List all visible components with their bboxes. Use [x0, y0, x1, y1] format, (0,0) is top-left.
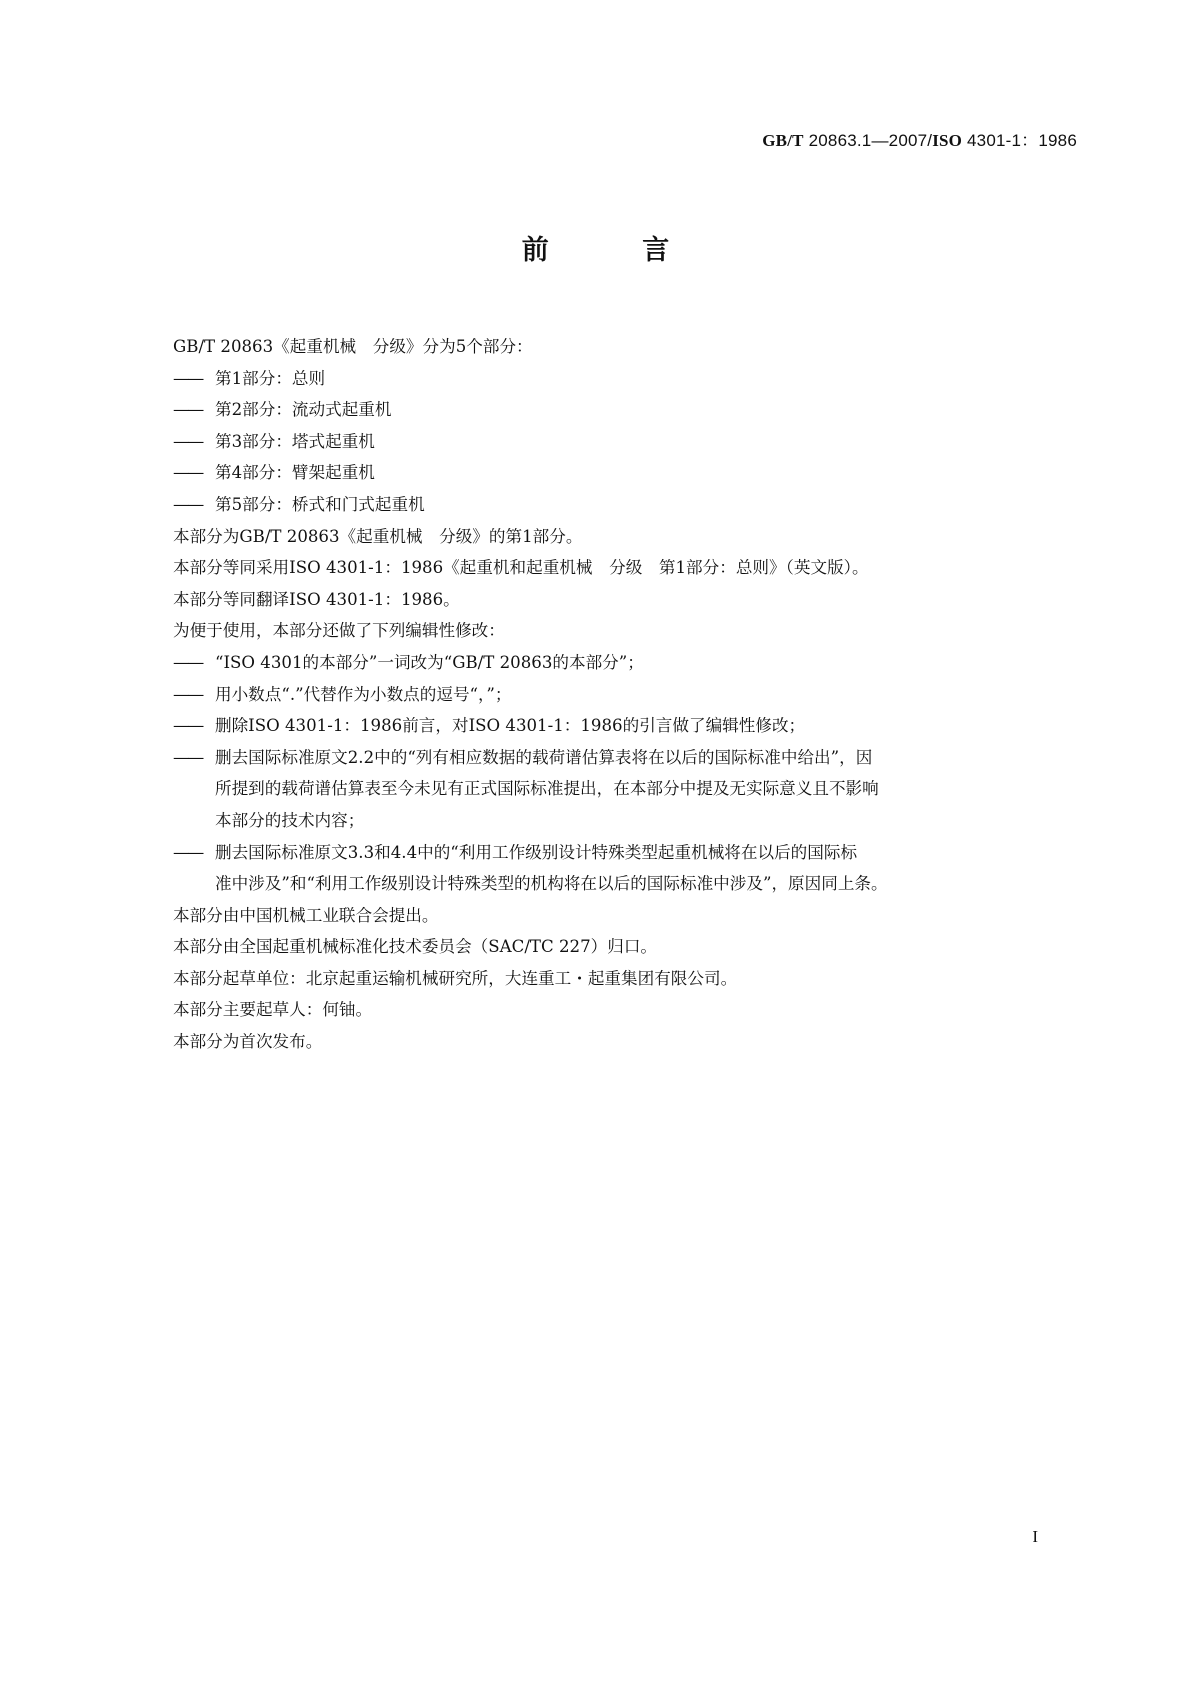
- dash-marker: ——: [173, 747, 203, 767]
- standard-code-prefix: GB/T: [762, 131, 804, 150]
- dash-marker: ——: [173, 368, 203, 388]
- statement-paragraph: 为便于使用，本部分还做了下列编辑性修改：: [173, 621, 505, 641]
- modification-text: 用小数点“.”代替作为小数点的逗号“，”；: [215, 684, 512, 704]
- modification-text: 删去国际标准原文3.3和4.4中的“利用工作级别设计特殊类型起重机械将在以后的国际标: [215, 842, 858, 862]
- part-label: 第4部分：臂架起重机: [215, 463, 375, 483]
- closing-paragraph: 本部分由全国起重机械标准化技术委员会（SAC/TC 227）归口。: [173, 937, 658, 957]
- modification-text: 删去国际标准原文2.2中的“列有相应数据的载荷谱估算表将在以后的国际标准中给出”，因: [215, 747, 873, 767]
- modification-text: 删除ISO 4301-1：1986前言，对ISO 4301-1：1986的引言做了编辑性修改；: [215, 716, 806, 736]
- page-title: 前 言: [521, 235, 712, 266]
- page-number: I: [1032, 1527, 1038, 1546]
- part-list-item: [173, 426, 1053, 458]
- closing-paragraph: 本部分为首次发布。: [173, 1032, 323, 1052]
- standard-code-iso: ISO: [932, 131, 963, 150]
- part-list-item: [173, 394, 1053, 426]
- modification-line: 本部分的技术内容；: [215, 810, 365, 830]
- modification-line: [173, 742, 1053, 774]
- standard-code-iso-rest: 4301-1：1986: [962, 131, 1077, 150]
- modification-item: [173, 710, 1053, 742]
- dash-marker: ——: [173, 494, 203, 514]
- modification-item: [173, 742, 1053, 837]
- dash-marker: ——: [173, 842, 203, 862]
- dash-marker: ——: [173, 400, 203, 420]
- standard-code-main: 20863.1—2007/: [803, 131, 933, 150]
- intro-paragraph: GB/T 20863《起重机械 分级》分为5个部分：: [173, 337, 533, 356]
- closing-paragraph: 本部分起草单位：北京起重运输机械研究所，大连重工・起重集团有限公司。: [173, 968, 738, 988]
- modification-line: [173, 837, 1053, 869]
- part-label: 第1部分：总则: [215, 368, 326, 388]
- closing-paragraph: 本部分由中国机械工业联合会提出。: [173, 905, 439, 925]
- part-list-item: [173, 489, 1053, 521]
- foreword-body: [173, 331, 1053, 1058]
- part-list-item: [173, 457, 1053, 489]
- modification-line: 准中涉及”和“利用工作级别设计特殊类型的机构将在以后的国际标准中涉及”，原因同上条。: [215, 874, 888, 894]
- dash-marker: ——: [173, 463, 203, 483]
- modification-item: [173, 837, 1053, 900]
- part-list-item: [173, 363, 1053, 395]
- modification-item: [173, 647, 1053, 679]
- part-label: 第5部分：桥式和门式起重机: [215, 494, 425, 514]
- dash-marker: ——: [173, 431, 203, 451]
- statement-paragraph: 本部分为GB/T 20863《起重机械 分级》的第1部分。: [173, 526, 583, 546]
- dash-marker: ——: [173, 684, 203, 704]
- modification-line: 所提到的载荷谱估算表至今未见有正式国际标准提出，在本部分中提及无实际意义且不影响: [215, 779, 879, 799]
- closing-paragraph: 本部分主要起草人：何铀。: [173, 1000, 373, 1020]
- modification-item: [173, 679, 1053, 711]
- part-label: 第3部分：塔式起重机: [215, 431, 375, 451]
- statement-paragraph: 本部分等同翻译ISO 4301-1：1986。: [173, 589, 460, 609]
- dash-marker: ——: [173, 716, 203, 736]
- dash-marker: ——: [173, 652, 203, 672]
- modification-text: “ISO 4301的本部分”一词改为“GB/T 20863的本部分”；: [215, 652, 644, 672]
- statement-paragraph: 本部分等同采用ISO 4301-1：1986《起重机和起重机械 分级 第1部分：总则》（英文版）。: [173, 558, 869, 578]
- part-label: 第2部分：流动式起重机: [215, 400, 392, 420]
- standard-code-header: [762, 126, 1077, 151]
